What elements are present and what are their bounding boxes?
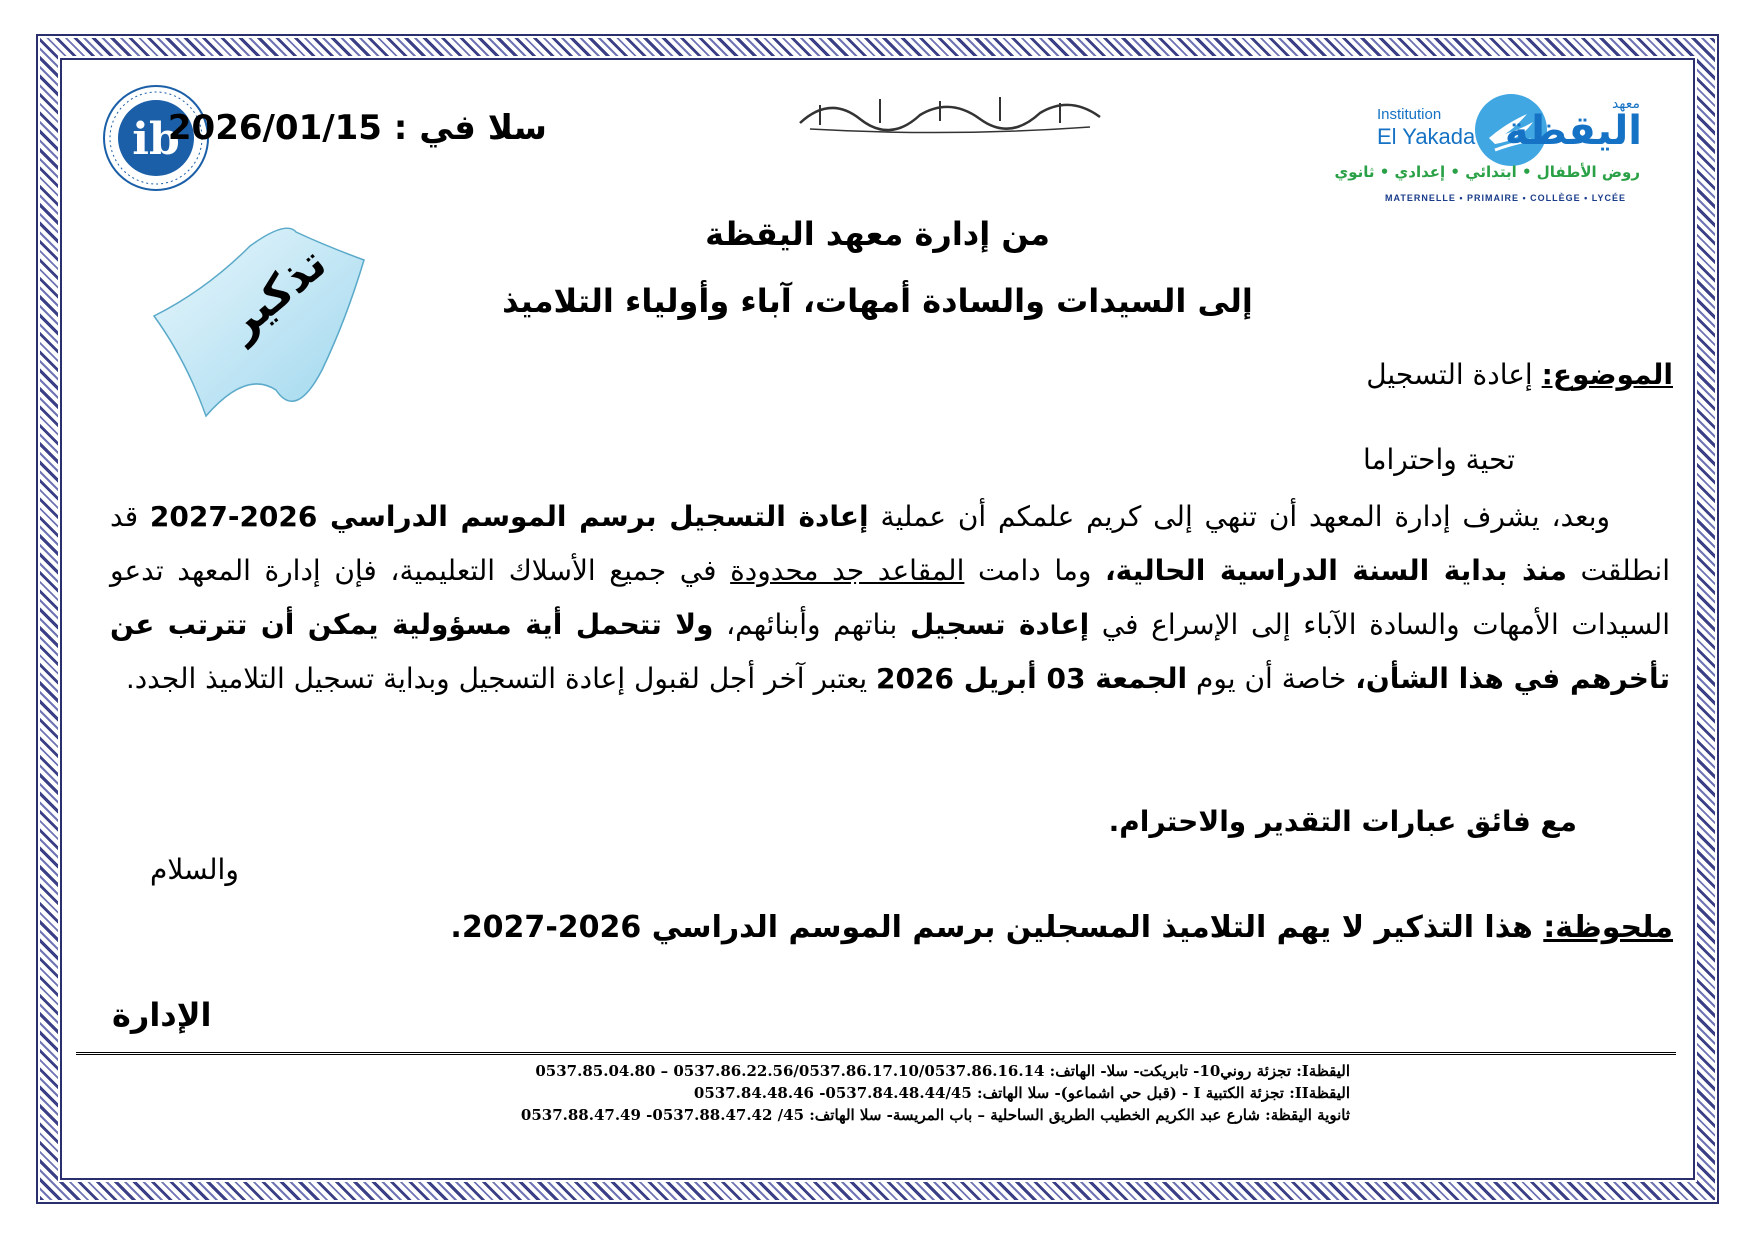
reminder-banner-text: تذكير: [216, 237, 337, 350]
body-bold-3: إعادة تسجيل: [909, 608, 1090, 641]
logo-ar-name: اليقظة: [1504, 108, 1642, 154]
body-paragraph: [110, 490, 1670, 706]
body-text-6: خاصة أن يوم: [1187, 662, 1356, 695]
body-bold-2: منذ بداية السنة الدراسية الحالية،: [1105, 554, 1567, 587]
subject-label: الموضوع:: [1541, 358, 1673, 391]
body-bold-1: إعادة التسجيل برسم الموسم الدراسي 2026-2027: [149, 500, 869, 533]
signature-administration: الإدارة: [112, 996, 212, 1034]
bismillah-calligraphy: [790, 85, 1110, 135]
title-to: إلى السيدات والسادة أمهات، آباء وأولياء التلاميذ: [502, 282, 1253, 320]
title-from: من إدارة معهد اليقظة: [705, 215, 1050, 253]
note-label: ملحوظة:: [1543, 910, 1673, 945]
footer-address-3: ثانوية اليقظة: شارع عبد الكريم الخطيب الطريق الساحلية – باب المريسة- سلا الهاتف: 45/ 0537.88.47.42- 0537.88.47.49: [520, 1106, 1350, 1124]
logo-en-line2: El Yakada: [1377, 124, 1476, 149]
closing-salam: والسلام: [150, 853, 239, 886]
footer-address-1: اليقظةI: تجزئة روني10- تابريكت- سلا- الهاتف: 0537.86.22.56/0537.86.17.10/0537.86.16.14 – 0537.85.04.80: [535, 1062, 1350, 1080]
logo-levels-ar: روض الأطفال • ابتدائي • إعدادي • ثانوي: [1334, 163, 1640, 181]
footer-addresses: [380, 1060, 1350, 1126]
subject-value: إعادة التسجيل: [1366, 358, 1542, 391]
body-bold-4: ولا تتحمل أية مسؤولية يمكن أن تترتب عن تأخرهم في هذا الشأن،: [110, 608, 1670, 695]
body-text-1: وبعد، يشرف إدارة المعهد أن تنهي إلى كريم علمكم أن عملية: [868, 500, 1611, 533]
body-bold-5: الجمعة 03 أبريل 2026: [876, 662, 1188, 695]
body-text-4: في جميع الأسلاك التعليمية، فإن إدارة المعهد تدعو السيدات الأمهات والسادة الآباء إلى الإسراع في: [110, 554, 1670, 641]
closing-regards: مع فائق عبارات التقدير والاحترام.: [1108, 805, 1577, 838]
logo-levels-fr: MATERNELLE • PRIMAIRE • COLLÈGE • LYCÉE: [1385, 193, 1626, 203]
body-text-7: يعتبر آخر أجل لقبول إعادة التسجيل وبداية تسجيل التلاميذ الجدد.: [125, 662, 877, 695]
note-text: هذا التذكير لا يهم التلاميذ المسجلين برسم الموسم الدراسي 2026-2027.: [450, 910, 1544, 945]
body-text-3: وما دامت: [964, 554, 1106, 587]
logo-en-line1: Institution: [1377, 106, 1442, 123]
body-text-5: بناتهم وأبنائهم،: [713, 608, 910, 641]
date-line: سلا في : 2026/01/15: [167, 108, 547, 148]
greeting: تحية واحتراما: [1362, 443, 1515, 476]
footer-divider: [76, 1052, 1676, 1055]
subject-line: [1366, 358, 1673, 391]
svg-text:ib: ib: [132, 114, 180, 165]
body-text-2: قد انطلقت: [110, 500, 1670, 587]
body-underline-1: المقاعد جد محدودة: [730, 554, 965, 587]
logo-ar-top: معهد: [1611, 96, 1640, 112]
note-line: [450, 910, 1673, 945]
footer-address-2: اليقظةII: تجزئة الكتبية I - (قبل حي اشماعو)- سلا الهاتف: 0537.84.48.44/45- 0537.84.48.46: [693, 1084, 1350, 1102]
